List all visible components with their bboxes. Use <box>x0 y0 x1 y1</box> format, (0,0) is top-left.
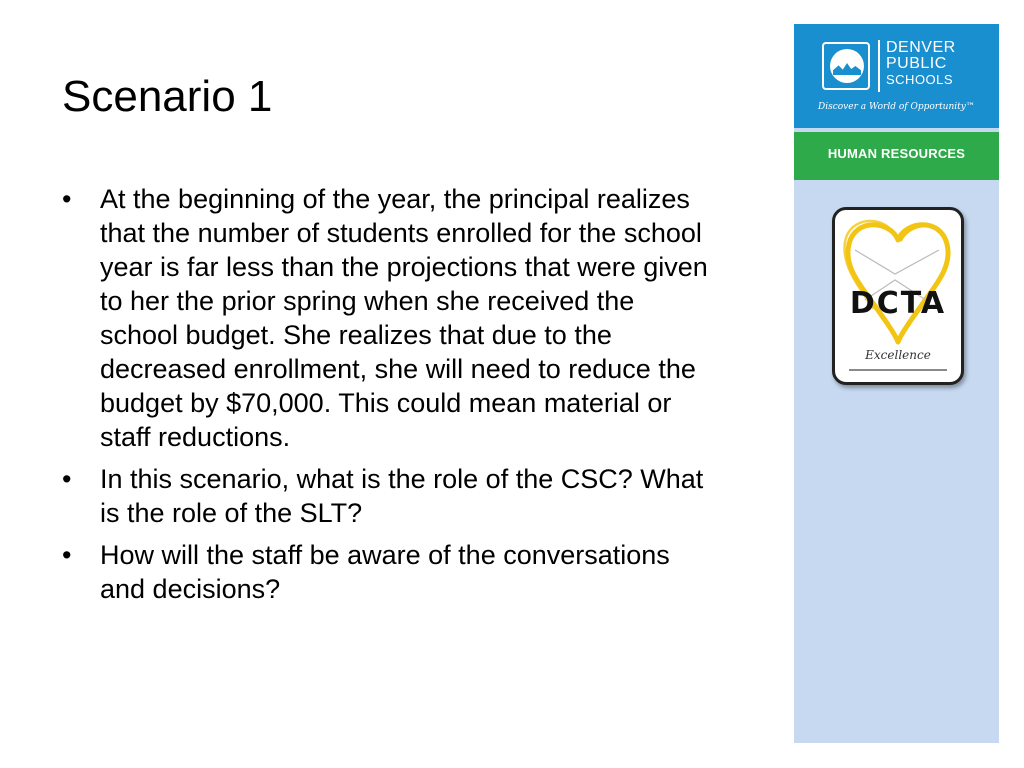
bullet-icon: • <box>62 464 72 494</box>
dps-tagline: Discover a World of Opportunity™ <box>818 102 975 112</box>
bullet-icon: • <box>62 540 72 570</box>
dps-name <box>878 40 968 92</box>
slide-title: Scenario 1 <box>62 72 273 121</box>
dps-name-line3: SCHOOLS <box>886 72 954 87</box>
bullet-list <box>62 182 717 614</box>
dps-name-line1: DENVER <box>886 39 956 56</box>
dcta-logo <box>832 207 964 385</box>
dps-seal-icon <box>822 42 870 90</box>
bullet-icon: • <box>62 184 72 214</box>
sidebar <box>794 24 999 743</box>
hr-banner <box>794 132 999 180</box>
bullet-text: At the beginning of the year, the principal realizes that the number of students enrolled for the school year is far less than the projections that were given to her the prior spring when she received the school budget. She realizes that due to the decreased enrollment, she will need to reduce the budget by $70,000. This could mean material or staff reductions. <box>100 184 708 452</box>
bullet-text: How will the staff be aware of the conversations and decisions? <box>100 540 670 604</box>
dcta-wordmark: DCTA <box>849 286 947 321</box>
dps-logo <box>794 24 999 128</box>
bullet-item <box>62 182 717 454</box>
hr-label: HUMAN RESOURCES <box>827 146 966 161</box>
dps-name-line2: PUBLIC <box>886 55 947 72</box>
bullet-item <box>62 462 717 530</box>
dcta-script: Excellence <box>865 348 931 362</box>
bullet-item <box>62 538 717 606</box>
bullet-text: In this scenario, what is the role of the CSC? What is the role of the SLT? <box>100 464 704 528</box>
